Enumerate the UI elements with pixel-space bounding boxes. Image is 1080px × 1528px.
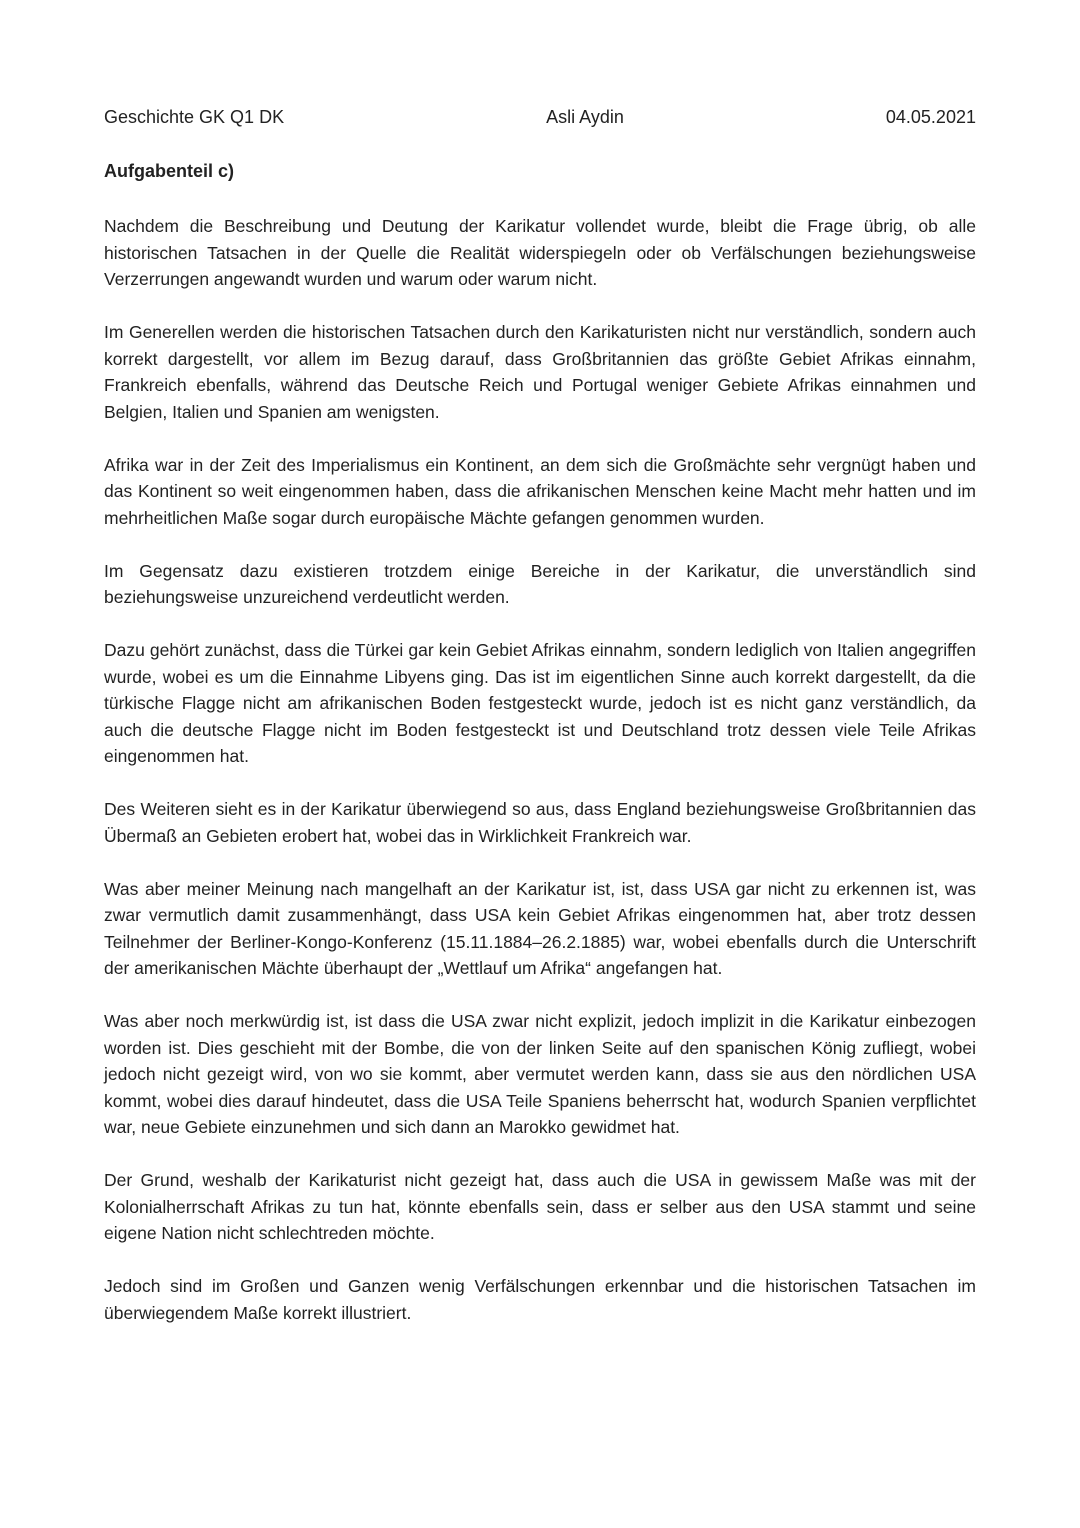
paragraph: Im Generellen werden die historischen Tatsachen durch den Karikaturisten nicht nur verständlich, sondern auch korrekt dargestellt, vor allem im Bezug darauf, dass Großbritannien das größte Gebiet Afrikas einnahm, Frankreich ebenfalls, während das Deutsche Reich und Portugal weniger Gebiete Afrikas einnahmen und Belgien, Italien und Spanien am wenigsten. [104,322,976,422]
author-name: Asli Aydin [546,107,624,127]
document-header [104,104,976,130]
paragraph: Der Grund, weshalb der Karikaturist nicht gezeigt hat, dass auch die USA in gewissem Maße was mit der Kolonialherrschaft Afrikas zu tun hat, könnte ebenfalls sein, dass er selber aus den USA stammt und seine eigene Nation nicht schlechtreden möchte. [104,1170,976,1243]
paragraph: Dazu gehört zunächst, dass die Türkei gar kein Gebiet Afrikas einnahm, sondern lediglich von Italien angegriffen wurde, wobei es um die Einnahme Libyens ging. Das ist im eigentlichen Sinne auch korrekt dargestellt, da die türkische Flagge nicht am afrikanischen Boden festgesteckt wurde, jedoch ist es nicht ganz verständlich, da auch die deutsche Flagge nicht im Boden festgesteckt ist und Deutschland trotz dessen viele Teile Afrikas eingenommen hat. [104,640,976,766]
paragraph: Des Weiteren sieht es in der Karikatur überwiegend so aus, dass England beziehungsweise Großbritannien das Übermaß an Gebieten erobert hat, wobei das in Wirklichkeit Frankreich war. [104,799,976,846]
document-page [104,104,976,1353]
paragraph: Afrika war in der Zeit des Imperialismus ein Kontinent, an dem sich die Großmächte sehr vergnügt haben und das Kontinent so weit eingenommen haben, dass die afrikanischen Menschen keine Macht mehr hatten und im mehrheitlichen Maße sogar durch europäische Mächte gefangen genommen wurden. [104,454,976,528]
section-title: Aufgabenteil c) [104,161,235,181]
paragraph: Was aber meiner Meinung nach mangelhaft an der Karikatur ist, ist, dass USA gar nicht zu erkennen ist, was zwar vermutlich damit zusammenhängt, dass USA kein Gebiet Afrikas eingenommen hat, aber trotz dessen Teilnehmer der Berliner-Kongo-Konferenz (15.11.1884–26.2.1885) war, wobei ebenfalls durch die Unterschrift der amerikanischen Mächte überhaupt der „Wettlauf um Afrika“ angefangen hat. [104,878,976,978]
paragraph: Jedoch sind im Großen und Ganzen wenig Verfälschungen erkennbar und die historischen Tatsachen im überwiegendem Maße korrekt illustriert. [104,1276,976,1323]
document-date: 04.05.2021 [885,107,976,127]
paragraph: Nachdem die Beschreibung und Deutung der Karikatur vollendet wurde, bleibt die Frage übrig, ob alle historischen Tatsachen in der Quelle die Realität widerspiegeln oder ob Verfälschungen beziehungsweise Verzerrungen angewandt wurden und warum oder warum nicht. [104,216,976,289]
body-text [104,213,976,1326]
paragraph: Was aber noch merkwürdig ist, ist dass die USA zwar nicht explizit, jedoch implizit in die Karikatur einbezogen worden ist. Dies geschieht mit der Bombe, die von der linken Seite auf den spanischen König zufliegt, wobei jedoch nicht gezeigt wird, von wo sie kommt, aber vermutet werden kann, dass sie aus den nördlichen USA kommt, wobei dies darauf hindeutet, dass die USA Teile Spaniens beherrscht hat, wodurch Spanien verpflichtet war, neue Gebiete einzunehmen und sich dann an Marokko gewidmet hat. [104,1011,976,1137]
course-label: Geschichte GK Q1 DK [104,107,285,127]
paragraph: Im Gegensatz dazu existieren trotzdem einige Bereiche in der Karikatur, die unverständlich sind beziehungsweise unzureichend verdeutlicht werden. [104,560,976,607]
